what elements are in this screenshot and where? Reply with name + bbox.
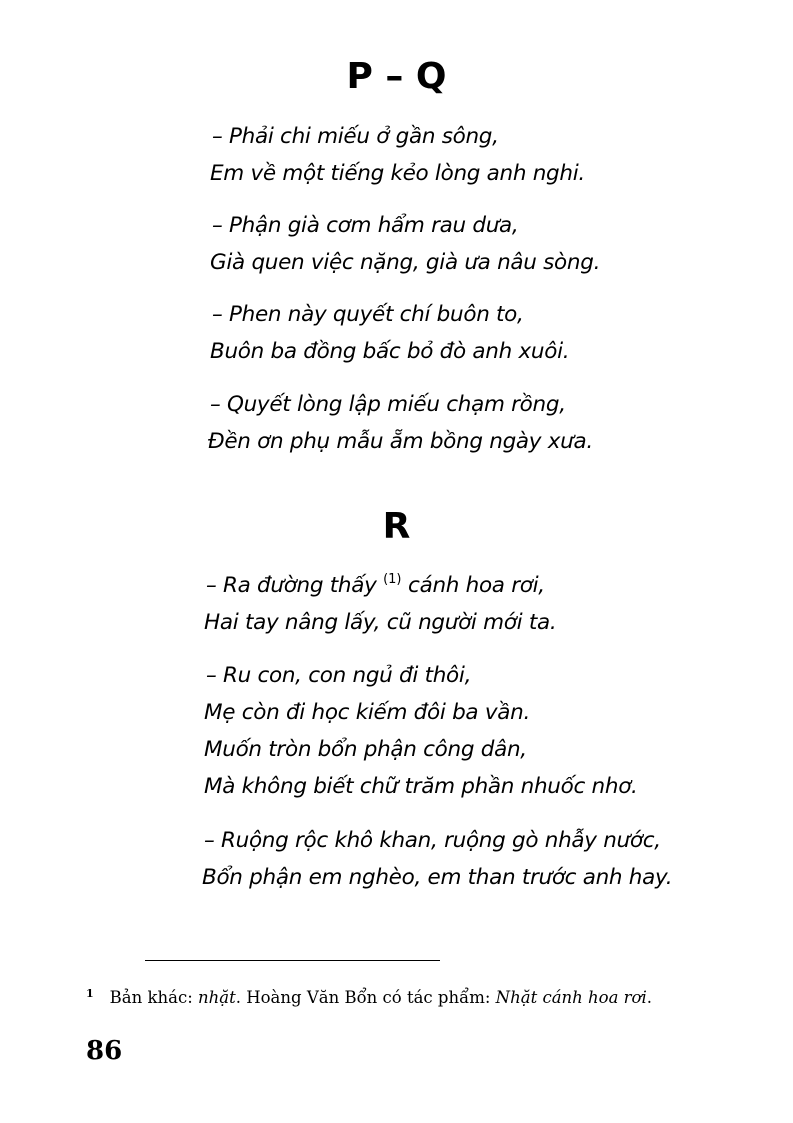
verse-line: – Phen này quyết chí buôn to, bbox=[212, 302, 524, 327]
verse-line: – Ruộng rộc khô khan, ruộng gò nhẫy nước, bbox=[204, 828, 661, 853]
verse-line: Già quen việc nặng, già ưa nâu sòng. bbox=[210, 250, 601, 275]
verse-line: Mẹ còn đi học kiếm đôi ba vần. bbox=[204, 700, 530, 725]
verse-text: – Ra đường thấy bbox=[206, 573, 377, 598]
verse-line: Em về một tiếng kẻo lòng anh nghi. bbox=[210, 161, 585, 186]
verse-line: Buôn ba đồng bấc bỏ đò anh xuôi. bbox=[210, 339, 570, 364]
footnote-text: . bbox=[646, 988, 653, 1007]
section-heading-r: R bbox=[382, 506, 411, 547]
footnote-mark: 1 bbox=[86, 987, 94, 1000]
footnote-italic: nhặt bbox=[198, 988, 236, 1007]
verse-line: – Quyết lòng lập miếu chạm rồng, bbox=[210, 392, 566, 417]
verse-line: Muốn tròn bổn phận công dân, bbox=[204, 737, 527, 762]
verse-line: Bổn phận em nghèo, em than trước anh hay. bbox=[202, 865, 673, 890]
footnote-divider bbox=[145, 960, 440, 961]
section-heading-pq: P – Q bbox=[346, 56, 447, 97]
footnote-reference: (1) bbox=[383, 572, 402, 587]
verse-line: – Phận già cơm hẩm rau dưa, bbox=[212, 213, 519, 238]
footnote-text: Bản khác: bbox=[109, 988, 198, 1007]
footnote-text: . Hoàng Văn Bổn có tác phẩm: bbox=[235, 988, 496, 1007]
verse-line: Đền ơn phụ mẫu ẵm bồng ngày xưa. bbox=[208, 429, 593, 454]
page-number: 86 bbox=[86, 1036, 123, 1066]
verse-text: cánh hoa rơi, bbox=[408, 573, 545, 598]
verse-line: Hai tay nâng lấy, cũ người mới ta. bbox=[204, 610, 557, 635]
footnote-italic: Nhặt cánh hoa rơi bbox=[495, 988, 647, 1007]
verse-line: – Phải chi miếu ở gần sông, bbox=[212, 124, 499, 149]
verse-line bbox=[206, 573, 545, 597]
footnote bbox=[86, 988, 652, 1007]
verse-line: – Ru con, con ngủ đi thôi, bbox=[206, 663, 472, 688]
verse-line: Mà không biết chữ trăm phần nhuốc nhơ. bbox=[204, 774, 638, 799]
